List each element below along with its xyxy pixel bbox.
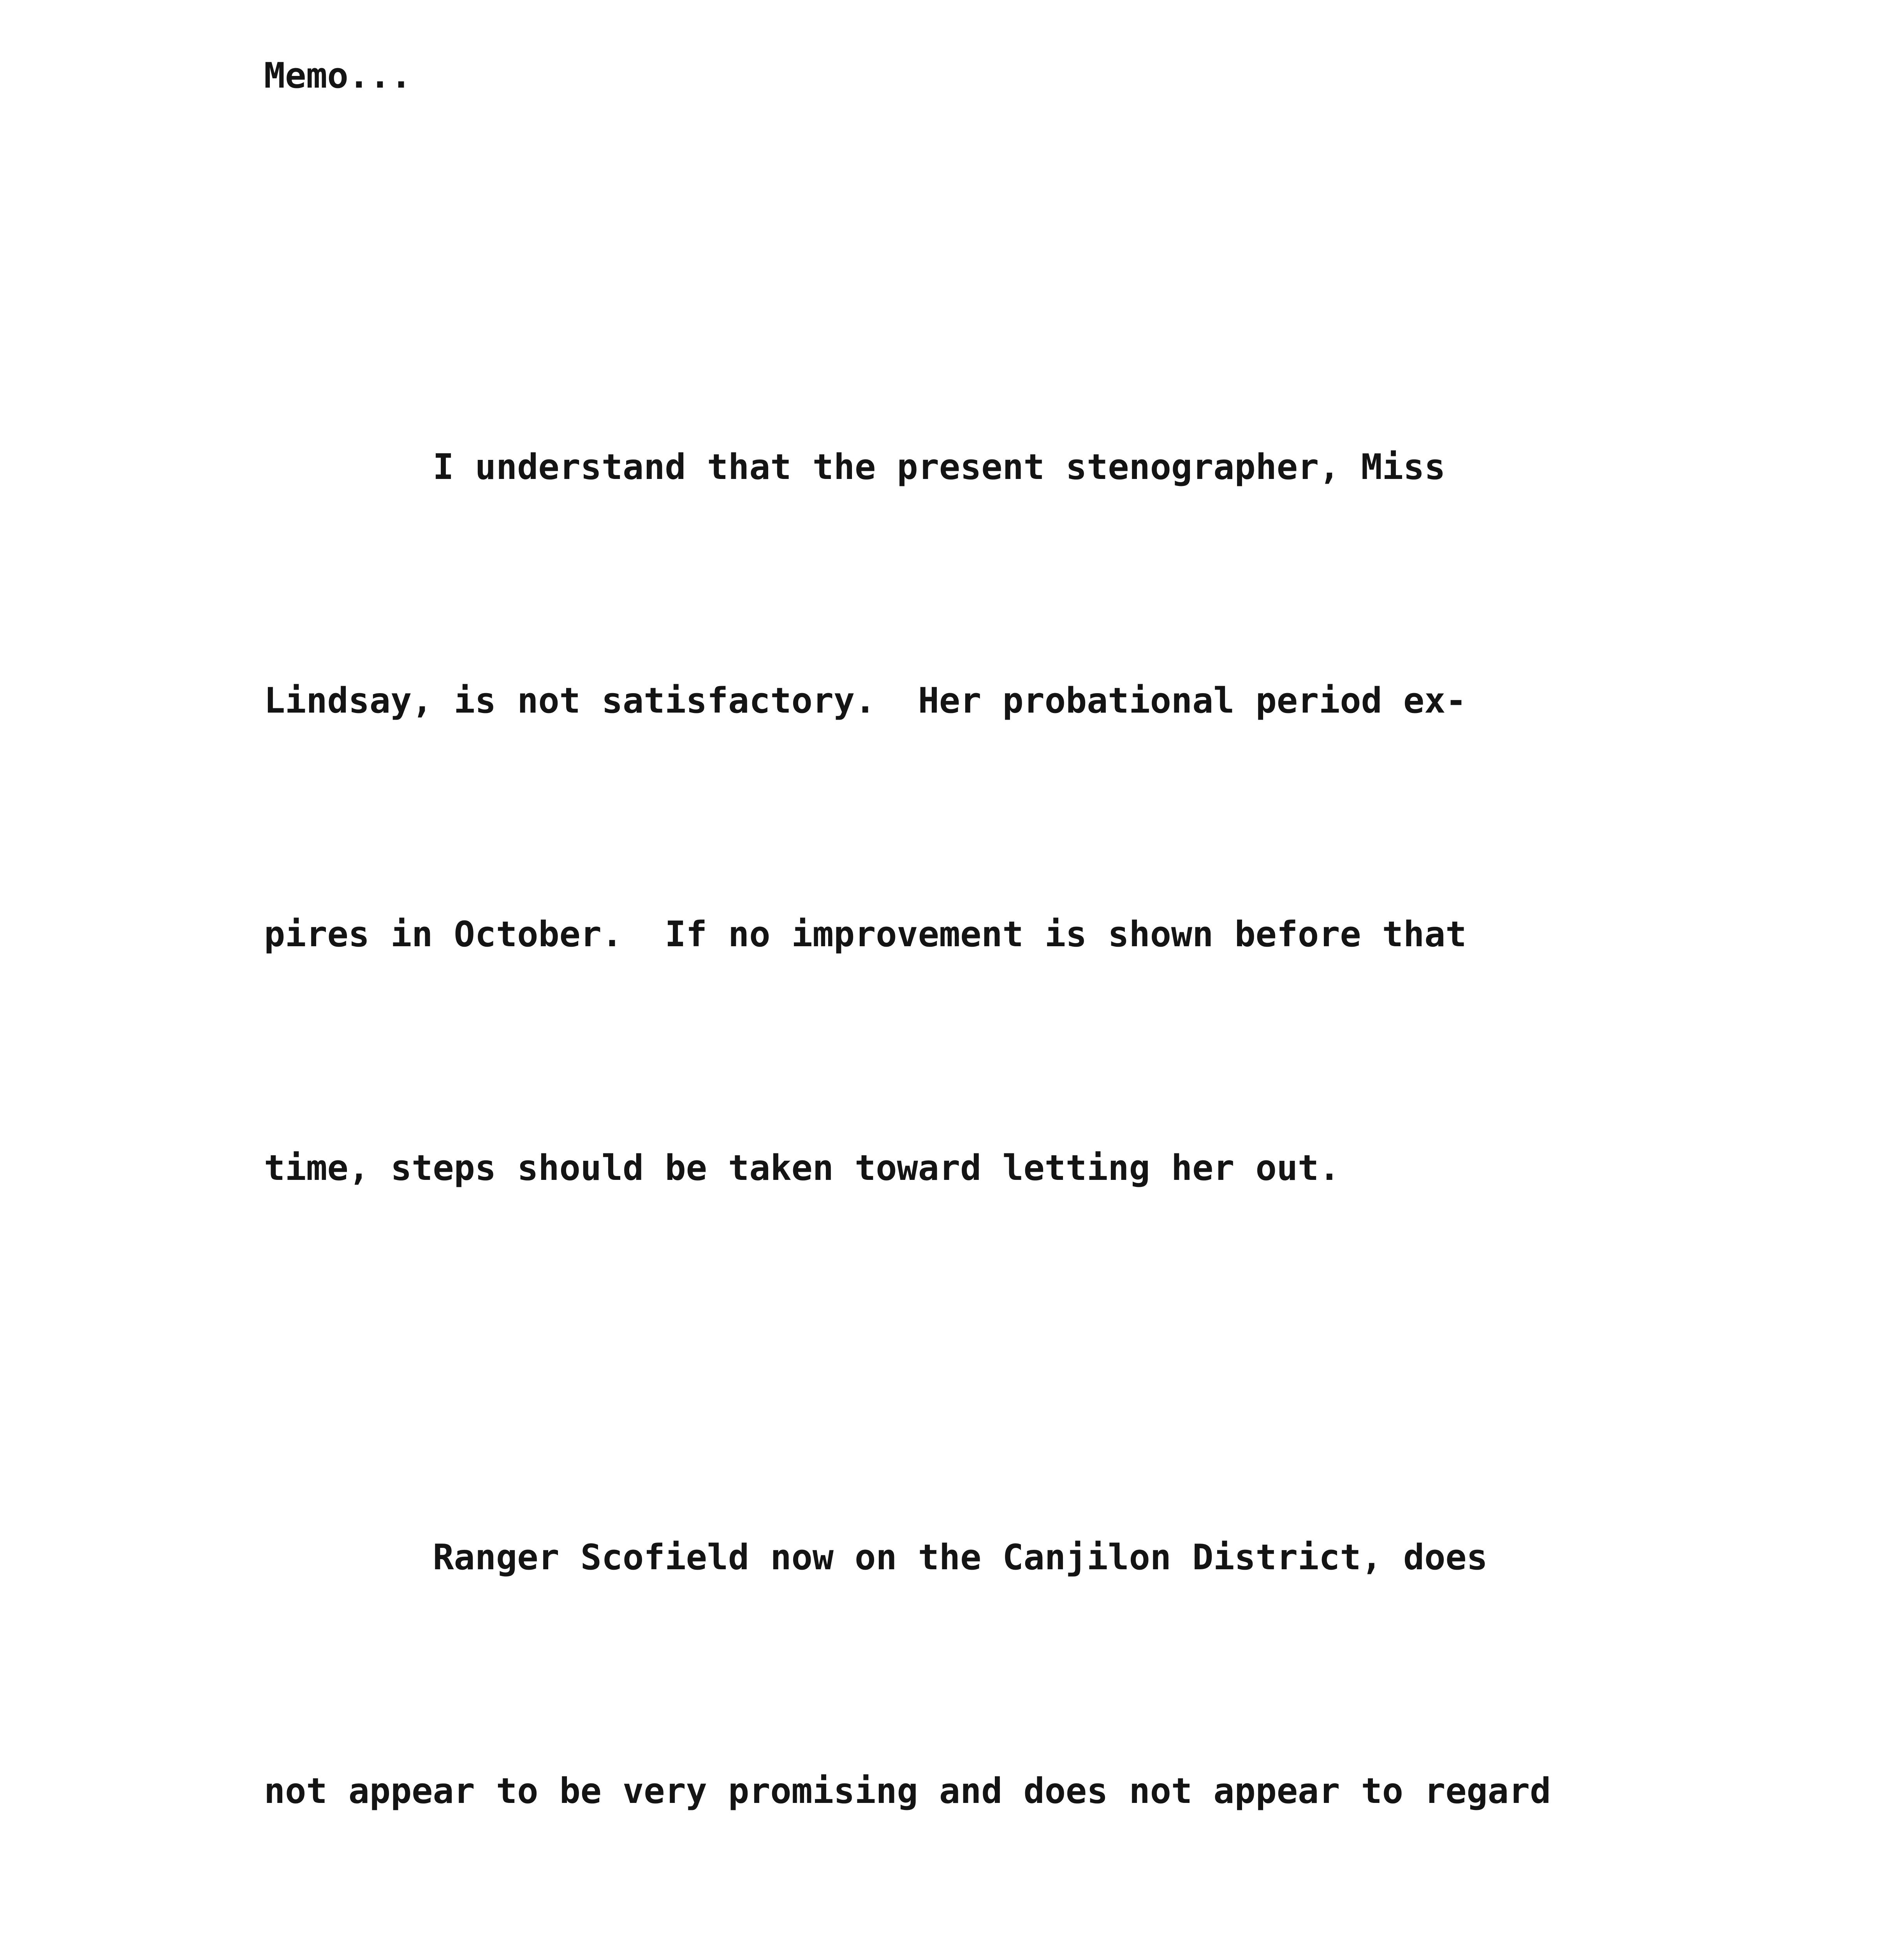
paragraph-scofield — [264, 1363, 1712, 1947]
paragraph-stenographer — [264, 273, 1712, 1363]
text-line: I understand that the present stenographer, Miss — [264, 447, 1446, 488]
text-line: Lindsay, is not satisfactory. Her probational period ex- — [264, 680, 1467, 721]
text-line: not appear to be very promising and does not appear to regard — [264, 1771, 1551, 1811]
memo-body — [264, 273, 1712, 1947]
text-line: pires in October. If no improvement is shown before that — [264, 914, 1467, 955]
text-line: Ranger Scofield now on the Canjilon District, does — [264, 1537, 1488, 1578]
memo-header: Memo... — [264, 55, 412, 96]
text-line: time, steps should be taken toward letting her out. — [264, 1148, 1340, 1188]
